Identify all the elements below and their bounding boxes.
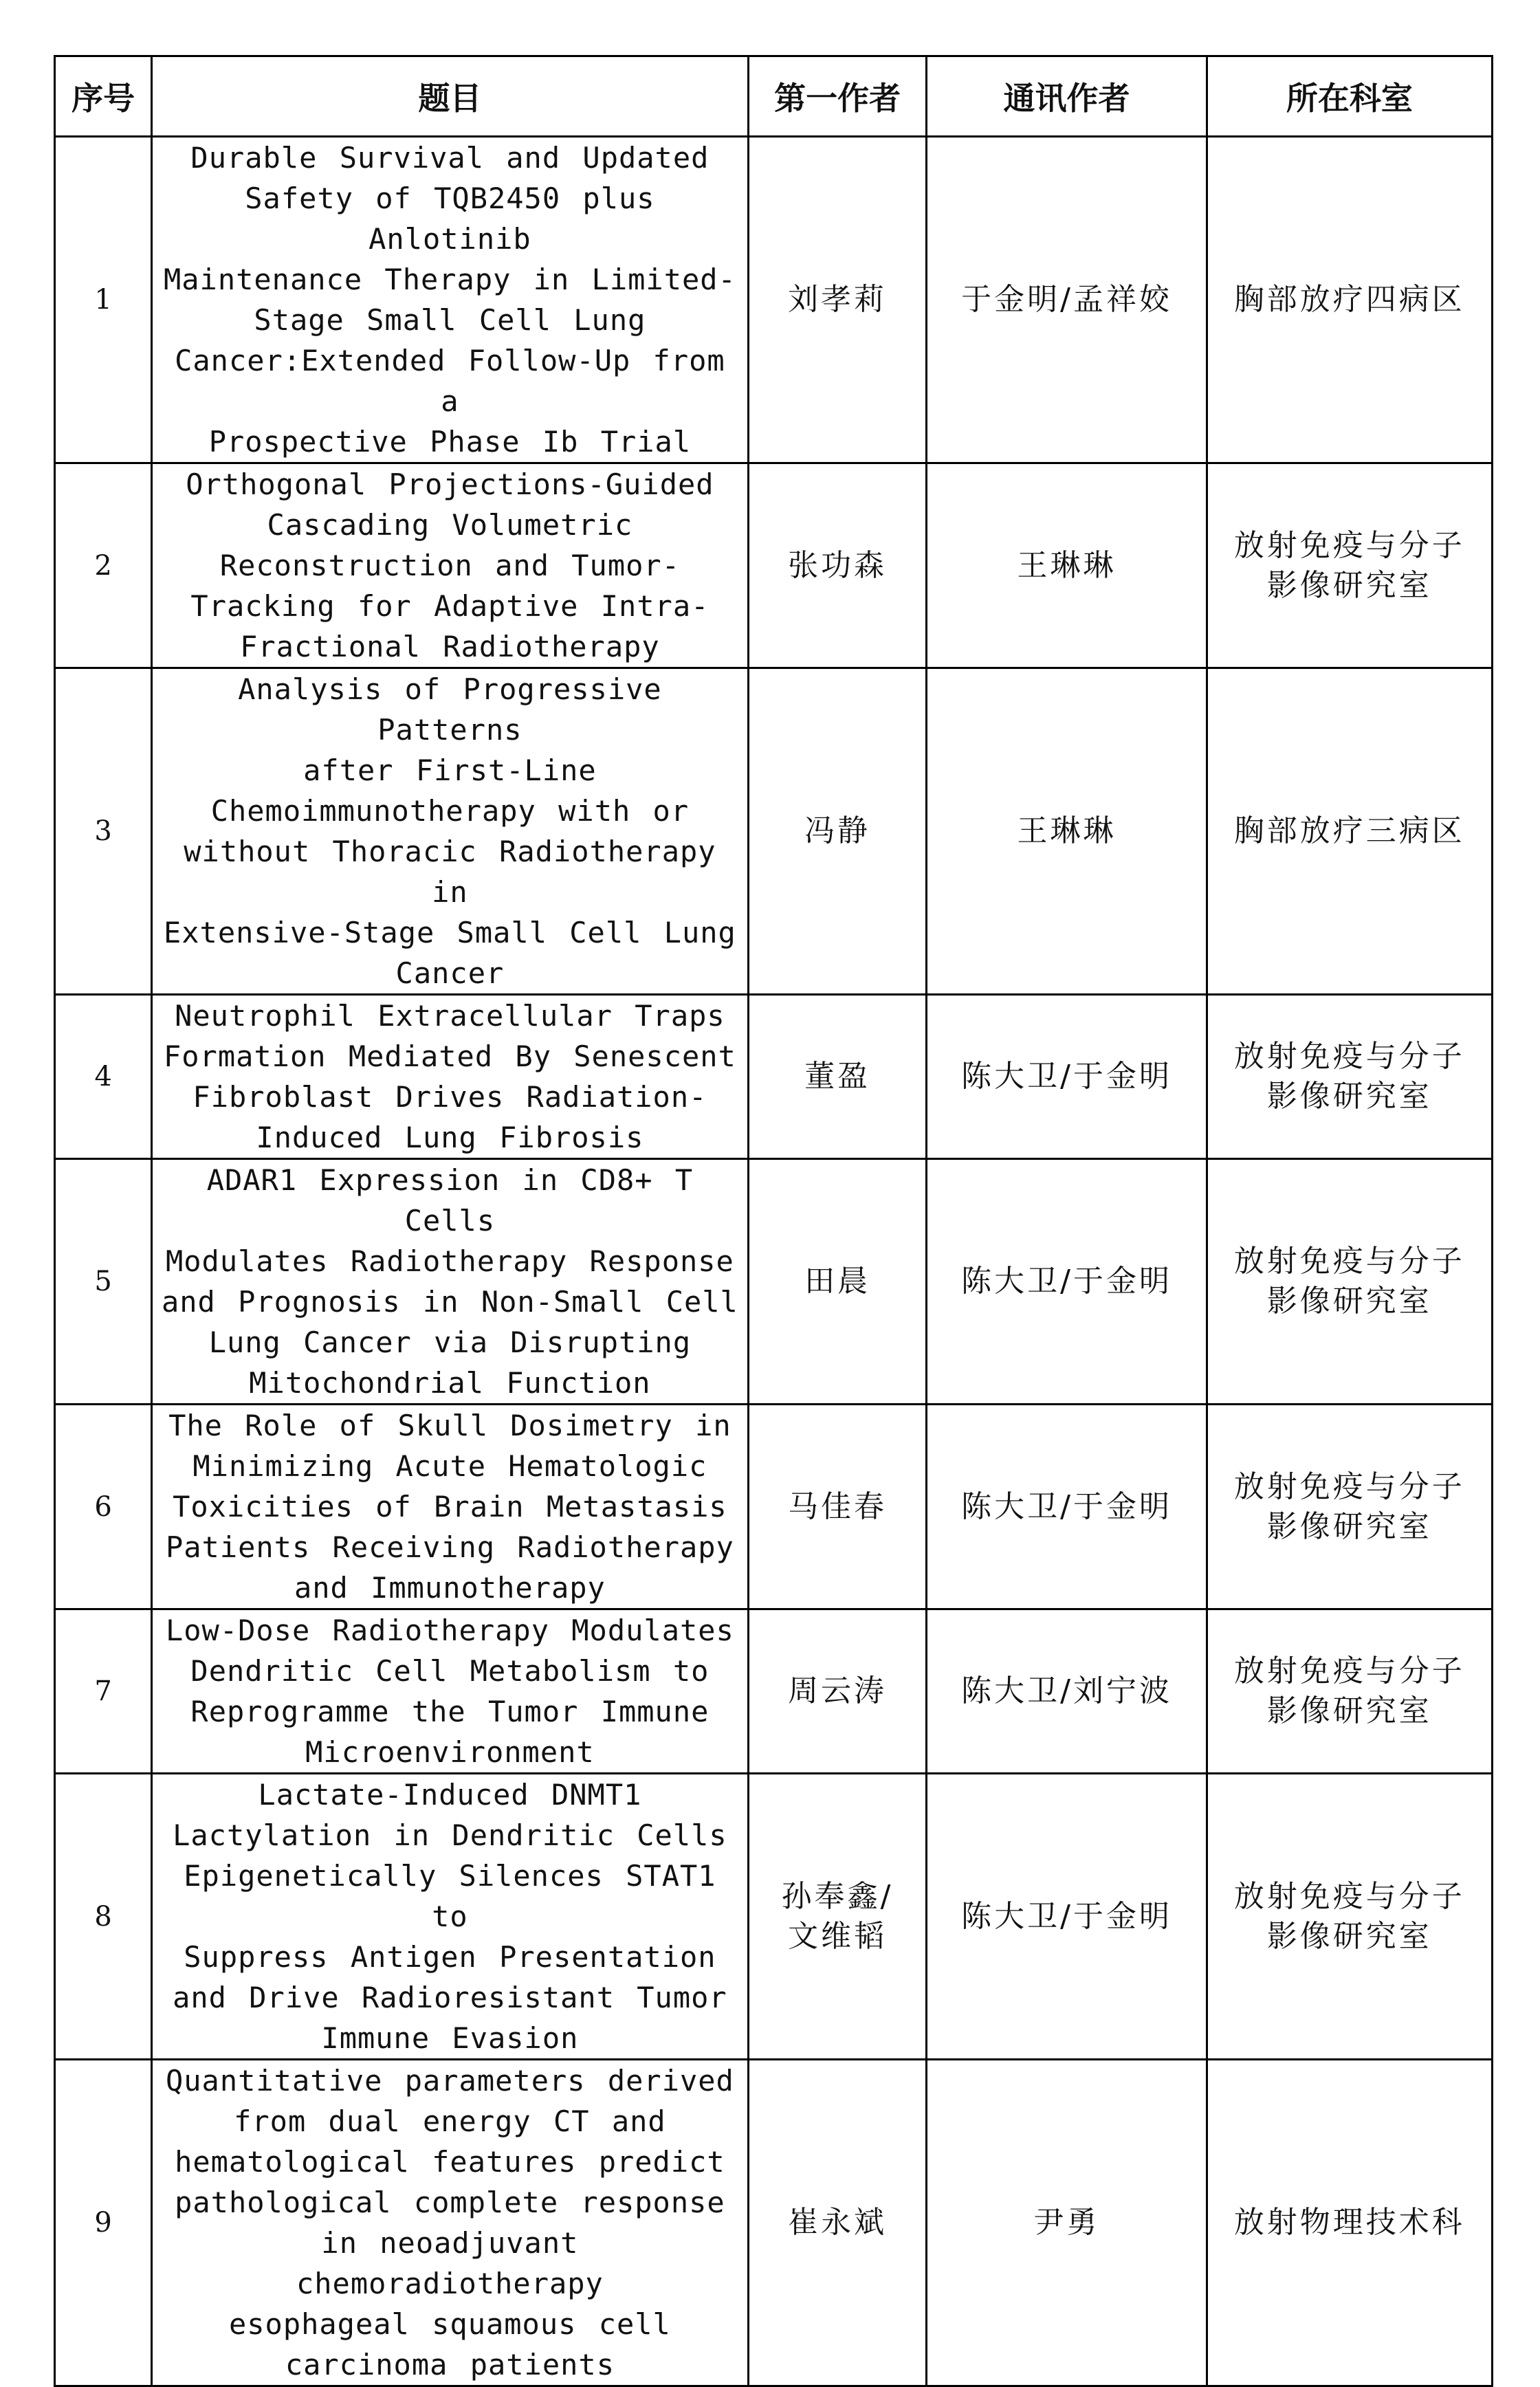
cell-title-line: Reprogramme the Tumor Immune (190, 1695, 710, 1728)
cell-title (152, 995, 748, 1159)
cell-department-line: 放射免疫与分子 (1233, 1039, 1465, 1074)
cell-title-line: Toxicities of Brain Metastasis (173, 1490, 727, 1524)
table-row (55, 2060, 1493, 2386)
cell-title-line: ADAR1 Expression in CD8+ T Cells (206, 1163, 694, 1238)
cell-title-line: Lactylation in Dendritic Cells (173, 1818, 727, 1852)
cell-title-line: Prospective Phase Ib Trial (208, 425, 692, 459)
cell-department-line: 影像研究室 (1266, 1693, 1432, 1728)
cell-department (1207, 463, 1492, 668)
cell-title-line: Extensive-Stage Small Cell Lung (163, 916, 736, 949)
cell-first-author-line: 文维韬 (788, 1918, 888, 1954)
cell-department-line: 影像研究室 (1266, 1918, 1432, 1954)
cell-corresponding-author (927, 1774, 1207, 2060)
cell-title-line: Safety of TQB2450 plus Anlotinib (245, 182, 655, 256)
cell-first-author-line: 冯静 (804, 813, 871, 848)
cell-title-line: esophageal squamous cell (228, 2307, 671, 2341)
cell-corresponding-author (927, 668, 1207, 995)
cell-title-line: and Prognosis in Non-Small Cell (161, 1285, 738, 1319)
cell-no: 4 (55, 995, 152, 1159)
cell-no: 5 (55, 1159, 152, 1405)
cell-title-line: Lung Cancer via Disrupting (208, 1326, 692, 1359)
cell-first-author (748, 1405, 927, 1609)
cell-title-line: Modulates Radiotherapy Response (165, 1244, 734, 1278)
cell-no: 7 (55, 1609, 152, 1774)
cell-first-author-line: 刘孝莉 (788, 282, 888, 317)
cell-department-line: 放射免疫与分子 (1233, 1878, 1465, 1914)
cell-title-line: Cancer:Extended Follow-Up from a (175, 344, 725, 418)
cell-title-line: Durable Survival and Updated (190, 141, 710, 175)
header-no: 序号 (55, 56, 152, 137)
cell-title-line: Stage Small Cell Lung (254, 303, 646, 337)
cell-corresponding-author (927, 2060, 1207, 2386)
cell-department-line: 影像研究室 (1266, 1284, 1432, 1319)
cell-title-line: Fractional Radiotherapy (240, 630, 660, 663)
cell-title (152, 463, 748, 668)
cell-title-line: Microenvironment (305, 1735, 595, 1769)
cell-corresponding-author (927, 463, 1207, 668)
cell-department (1207, 1609, 1492, 1774)
cell-corresponding-author (927, 1405, 1207, 1609)
cell-title-line: Suppress Antigen Presentation (184, 1940, 716, 1974)
cell-department (1207, 1405, 1492, 1609)
cell-title-line: Low-Dose Radiotherapy Modulates (165, 1614, 734, 1647)
cell-title-line: hematological features predict (175, 2145, 725, 2179)
cell-corresponding-author (927, 137, 1207, 463)
cell-department-line: 胸部放疗三病区 (1233, 813, 1465, 848)
cell-no: 2 (55, 463, 152, 668)
cell-department-line: 胸部放疗四病区 (1233, 282, 1465, 317)
cell-first-author-line: 董盈 (804, 1059, 871, 1094)
cell-corresponding-author (927, 995, 1207, 1159)
cell-corresponding-author-line: 于金明/孟祥姣 (961, 282, 1172, 317)
header-department: 所在科室 (1207, 56, 1492, 137)
cell-title (152, 1774, 748, 2060)
cell-first-author (748, 1609, 927, 1774)
cell-title-line: Cancer (395, 956, 505, 990)
cell-title (152, 2060, 748, 2386)
cell-title-line: Fibroblast Drives Radiation- (192, 1080, 707, 1114)
cell-corresponding-author-line: 陈大卫/于金明 (961, 1488, 1172, 1524)
cell-department-line: 影像研究室 (1266, 1079, 1432, 1114)
cell-no: 9 (55, 2060, 152, 2386)
cell-corresponding-author (927, 1159, 1207, 1405)
cell-title-line: Tracking for Adaptive Intra- (190, 589, 710, 623)
cell-title-line: Formation Mediated By Senescent (163, 1040, 736, 1073)
cell-department-line: 放射免疫与分子 (1233, 1244, 1465, 1279)
cell-title-line: Patients Receiving Radiotherapy (165, 1530, 734, 1564)
cell-department-line: 放射免疫与分子 (1233, 527, 1465, 563)
cell-corresponding-author-line: 陈大卫/刘宁波 (961, 1673, 1172, 1708)
cell-corresponding-author-line: 王琳琳 (1017, 813, 1116, 848)
cell-title-line: Lactate-Induced DNMT1 (258, 1778, 642, 1812)
cell-first-author-line: 马佳春 (788, 1488, 888, 1524)
table-row (55, 1405, 1493, 1609)
table-body (55, 137, 1493, 2386)
cell-title (152, 137, 748, 463)
cell-title (152, 668, 748, 995)
header-first-author: 第一作者 (748, 56, 927, 137)
table-header-row (55, 56, 1493, 137)
cell-department (1207, 2060, 1492, 2386)
cell-first-author-line: 张功森 (788, 547, 888, 583)
cell-first-author (748, 995, 927, 1159)
cell-first-author (748, 1159, 927, 1405)
cell-title-line: Chemoimmunotherapy with or (210, 794, 690, 828)
cell-first-author-line: 周云涛 (788, 1673, 888, 1708)
cell-department (1207, 995, 1492, 1159)
cell-no: 6 (55, 1405, 152, 1609)
cell-no: 8 (55, 1774, 152, 2060)
cell-first-author (748, 137, 927, 463)
cell-corresponding-author-line: 尹勇 (1033, 2205, 1100, 2240)
cell-title-line: Cascading Volumetric (267, 508, 633, 542)
cell-title-line: Maintenance Therapy in Limited- (163, 263, 736, 296)
cell-department (1207, 137, 1492, 463)
cell-first-author (748, 463, 927, 668)
cell-title (152, 1609, 748, 1774)
cell-title-line: pathological complete response (175, 2186, 725, 2219)
cell-department (1207, 1774, 1492, 2060)
cell-department-line: 放射免疫与分子 (1233, 1468, 1465, 1504)
cell-title (152, 1159, 748, 1405)
cell-department-line: 影像研究室 (1266, 1508, 1432, 1544)
cell-department (1207, 668, 1492, 995)
cell-first-author-line: 田晨 (804, 1264, 871, 1299)
cell-title-line: The Role of Skull Dosimetry in (168, 1409, 732, 1442)
cell-title-line: Mitochondrial Function (249, 1366, 651, 1400)
cell-title (152, 1405, 748, 1609)
cell-department-line: 影像研究室 (1266, 567, 1432, 603)
cell-department-line: 放射免疫与分子 (1233, 1653, 1465, 1688)
cell-title-line: and Immunotherapy (294, 1571, 606, 1605)
cell-first-author (748, 668, 927, 995)
cell-title-line: Minimizing Acute Hematologic (192, 1449, 707, 1483)
cell-corresponding-author-line: 陈大卫/于金明 (961, 1059, 1172, 1094)
cell-no: 3 (55, 668, 152, 995)
cell-department (1207, 1159, 1492, 1405)
cell-department-line: 放射物理技术科 (1233, 2205, 1465, 2240)
header-title: 题目 (152, 56, 748, 137)
cell-first-author (748, 2060, 927, 2386)
cell-title-line: after First-Line (303, 754, 597, 787)
table-row (55, 463, 1493, 668)
cell-no: 1 (55, 137, 152, 463)
table-row (55, 1774, 1493, 2060)
cell-title-line: Induced Lung Fibrosis (256, 1121, 644, 1154)
table-row (55, 1159, 1493, 1405)
table-row (55, 137, 1493, 463)
papers-table (54, 55, 1493, 2387)
cell-title-line: Orthogonal Projections-Guided (186, 468, 714, 501)
table-row (55, 668, 1493, 995)
cell-corresponding-author-line: 陈大卫/于金明 (961, 1264, 1172, 1299)
table-row (55, 1609, 1493, 1774)
cell-first-author (748, 1774, 927, 2060)
cell-title-line: Analysis of Progressive Patterns (238, 672, 662, 747)
cell-title-line: Epigenetically Silences STAT1 to (184, 1859, 716, 1933)
cell-title-line: Dendritic Cell Metabolism to (190, 1654, 710, 1688)
cell-title-line: in neoadjuvant chemoradiotherapy (296, 2226, 604, 2300)
cell-title-line: Neutrophil Extracellular Traps (175, 999, 725, 1033)
cell-title-line: carcinoma patients (285, 2348, 615, 2382)
cell-title-line: and Drive Radioresistant Tumor (173, 1981, 727, 2014)
header-corresponding-author: 通讯作者 (927, 56, 1207, 137)
cell-corresponding-author (927, 1609, 1207, 1774)
cell-corresponding-author-line: 陈大卫/于金明 (961, 1898, 1172, 1934)
cell-corresponding-author-line: 王琳琳 (1017, 547, 1116, 583)
table-row (55, 995, 1493, 1159)
cell-first-author-line: 孙奉鑫/ (781, 1878, 894, 1914)
cell-title-line: Quantitative parameters derived (165, 2064, 734, 2098)
cell-first-author-line: 崔永斌 (788, 2205, 888, 2240)
cell-title-line: Immune Evasion (321, 2021, 579, 2055)
cell-title-line: from dual energy CT and (234, 2104, 666, 2138)
cell-title-line: Reconstruction and Tumor- (219, 549, 680, 582)
cell-title-line: without Thoracic Radiotherapy in (184, 835, 716, 909)
